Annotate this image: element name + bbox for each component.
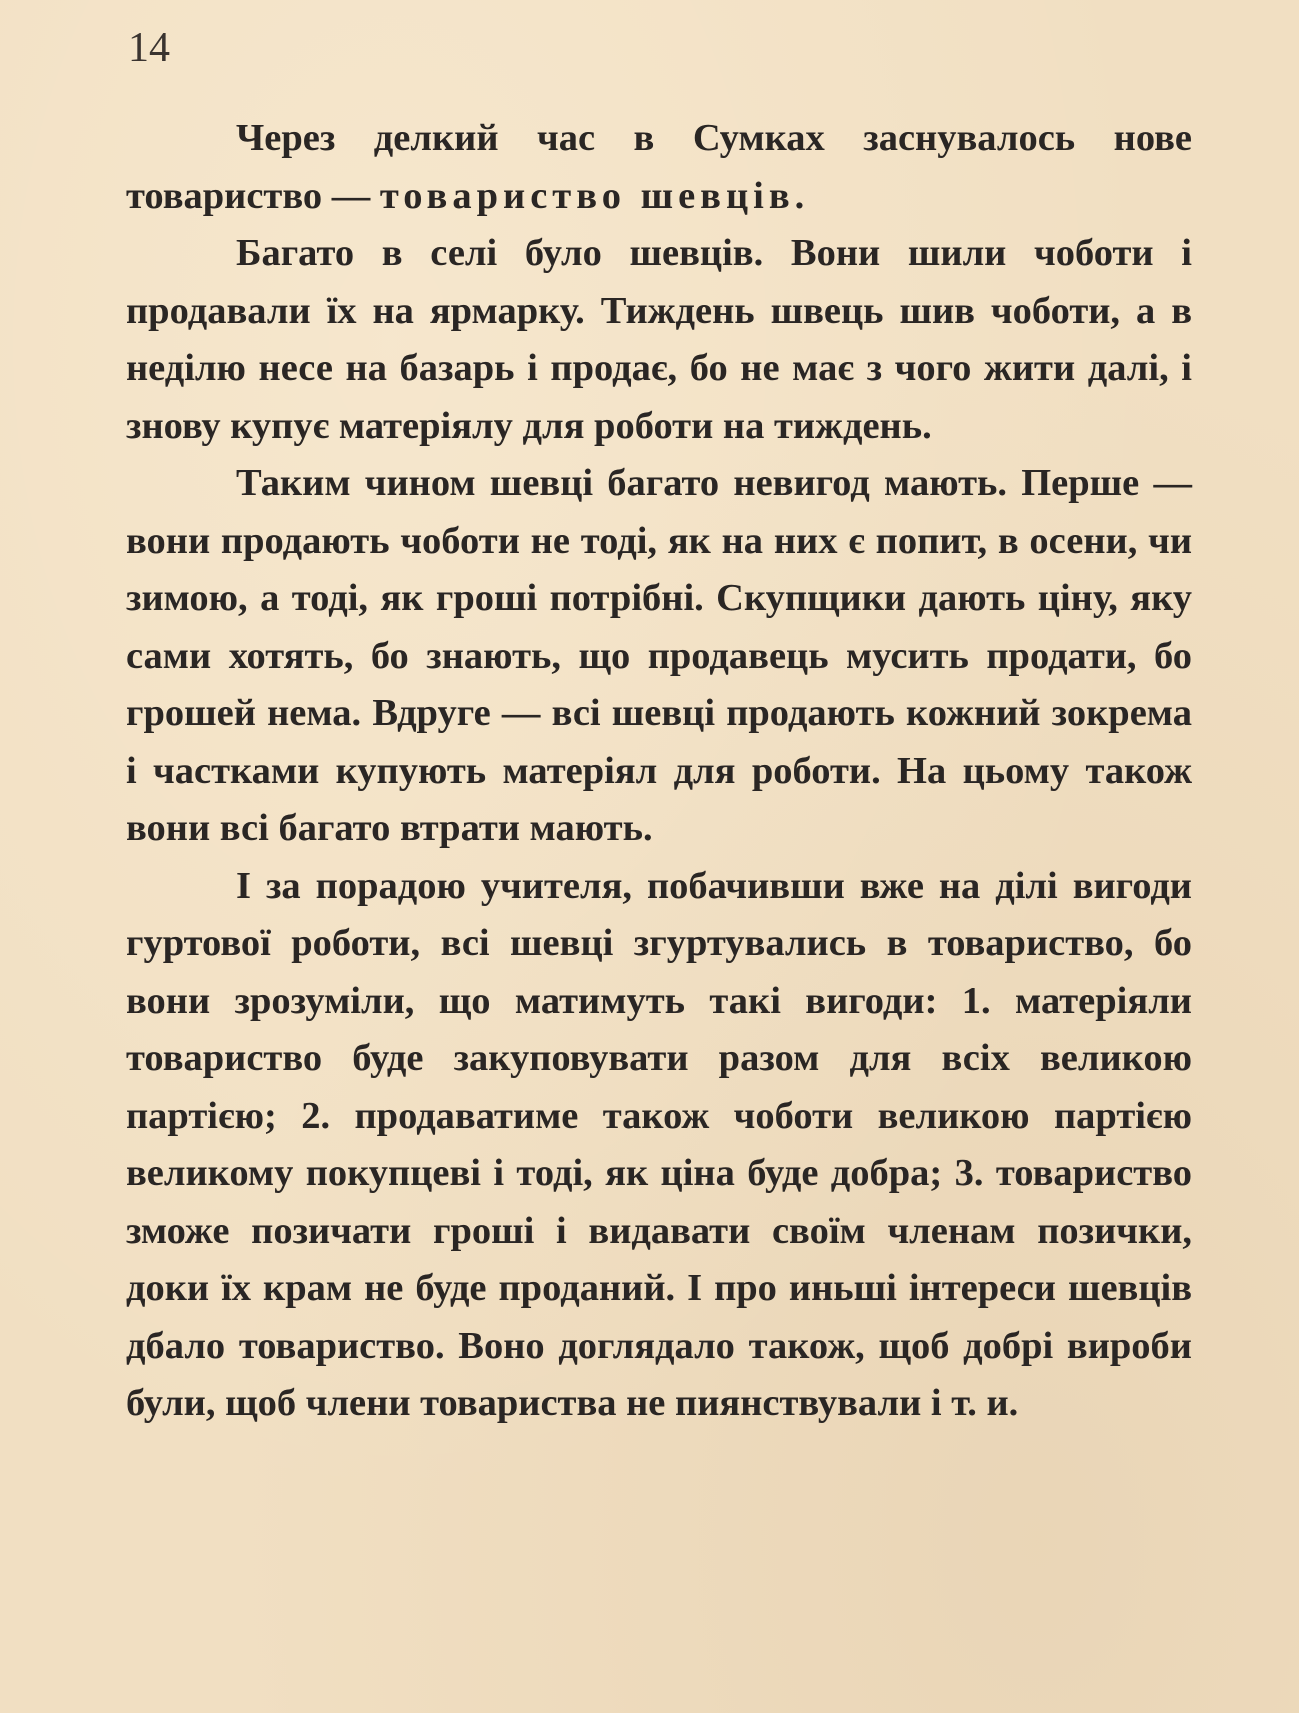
- paragraph-1-emphasis: товариство шевців.: [379, 174, 810, 217]
- paragraph-1-text: Через делкий час в Сумках заснувалось нове товариство —: [126, 117, 1192, 217]
- body-text: [126, 110, 1192, 1433]
- paragraph-3: Таким чином шевці багато невигод мають. Перше — вони продають чоботи не тоді, як на них є попит, в осени, чи зимою, а тоді, як гроші потрібні. Скупщики дають ціну, яку сами хотять, бо знають, що продавець мусить продати, бо грошей нема. Вдруге — всі шевці продають кожний зокрема і частками купують матеріял для роботи. На цьому також вони всі багато втрати мають.: [126, 462, 1192, 849]
- paragraph-2: Багато в селі було шевців. Вони шили чоботи і продавали їх на ярмарку. Тиждень швець шив чоботи, а в неділю несе на базарь і продає, бо не має з чого жити далі, і знову купує матеріялу для роботи на тиждень.: [126, 232, 1192, 447]
- paragraph-1: [126, 110, 1192, 225]
- page-number: 14: [128, 25, 170, 71]
- paragraph-4: І за порадою учителя, побачивши вже на ділі вигоди гуртової роботи, всі шевці згуртувались в товариство, бо вони зрозуміли, що матимуть такі вигоди: 1. матеріяли товариство буде закуповувати разом для всіх великою партією; 2. продаватиме також чоботи великою партією великому покупцеві і тоді, як ціна буде добра; 3. товариство зможе позичати гроші і видавати своїм членам позички, доки їх крам не буде проданий. І про иньші інтереси шевців дбало товариство. Воно доглядало також, щоб добрі вироби були, щоб члени товариства не пиянствували і т. и.: [126, 864, 1192, 1424]
